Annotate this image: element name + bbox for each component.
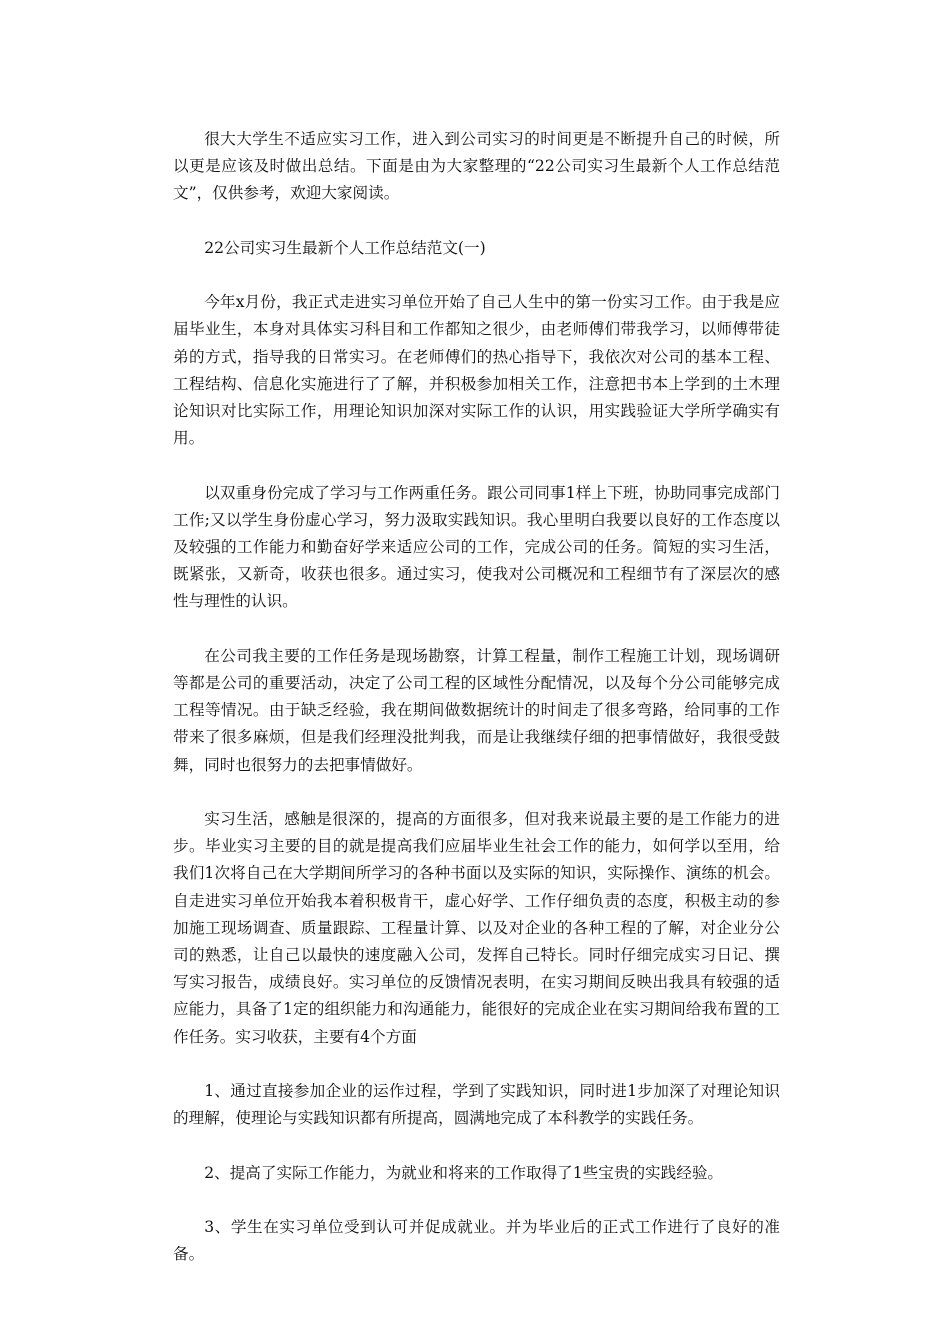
intro-paragraph: 很大大学生不适应实习工作，进入到公司实习的时间更是不断提升自己的时候，所以更是应该及时做出总结。下面是由为大家整理的“22公司实习生最新个人工作总结范文”，仅供参考，欢迎大家阅读。: [173, 130, 780, 203]
body-paragraph: 在公司我主要的工作任务是现场勘察，计算工程量，制作工程施工计划，现场调研等都是公司的重要活动，决定了公司工程的区域性分配情况，以及每个分公司能够完成工程等情况。由于缺乏经验，我在期间做数据统计的时间走了很多弯路，给同事的工作带来了很多麻烦，但是我们经理没批判我，而是让我继续仔细的把事情做好，我很受鼓舞，同时也很努力的去把事情做好。: [173, 646, 780, 774]
body-paragraph: 今年x月份，我正式走进实习单位开始了自己人生中的第一份实习工作。由于我是应届毕业生，本身对具体实习科目和工作都知之很少，由老师傅们带我学习，以师傅带徒弟的方式，指导我的日常实习。在老师傅们的热心指导下，我依次对公司的基本工程、工程结构、信息化实施进行了了解，并积极参加相关工作，注意把书本上学到的土木理论知识对比实际工作，用理论知识加深对实际工作的认识，用实践验证大学所学确实有用。: [173, 293, 780, 448]
list-item-1: 1、通过直接参加企业的运作过程，学到了实践知识，同时进1步加深了对理论知识的理解，使理论与实践知识都有所提高，圆满地完成了本科教学的实践任务。: [173, 1082, 780, 1128]
document-body: [173, 126, 780, 1296]
body-paragraph: 以双重身份完成了学习与工作两重任务。跟公司同事1样上下班，协助同事完成部门工作;又以学生身份虚心学习，努力汲取实践知识。我心里明白我要以良好的工作态度以及较强的工作能力和勤奋好学来适应公司的工作，完成公司的任务。简短的实习生活，既紧张，又新奇，收获也很多。通过实习，使我对公司概况和工程细节有了深层次的感性与理性的认识。: [173, 483, 780, 611]
list-item-3: 3、学生在实习单位受到认可并促成就业。并为毕业后的正式工作进行了良好的准备。: [173, 1218, 780, 1264]
list-item-2: 2、提高了实际工作能力，为就业和将来的工作取得了1些宝贵的实践经验。: [204, 1163, 724, 1182]
section-heading: 22公司实习生最新个人工作总结范文(一): [204, 238, 486, 257]
body-paragraph: 实习生活，感触是很深的，提高的方面很多，但对我来说最主要的是工作能力的进步。毕业实习主要的目的就是提高我们应届毕业生社会工作的能力，如何学以至用，给我们1次将自己在大学期间所学习的各种书面以及实际的知识，实际操作、演练的机会。自走进实习单位开始我本着积极肯干，虚心好学、工作仔细负责的态度，积极主动的参加施工现场调查、质量跟踪、工程量计算、以及对企业的各种工程的了解，对企业分公司的熟悉，让自己以最快的速度融入公司，发挥自己特长。同时仔细完成实习日记、撰写实习报告，成绩良好。实习单位的反馈情况表明，在实习期间反映出我具有较强的适应能力，具备了1定的组织能力和沟通能力，能很好的完成企业在实习期间给我布置的工作任务。实习收获，主要有4个方面: [173, 810, 780, 1046]
